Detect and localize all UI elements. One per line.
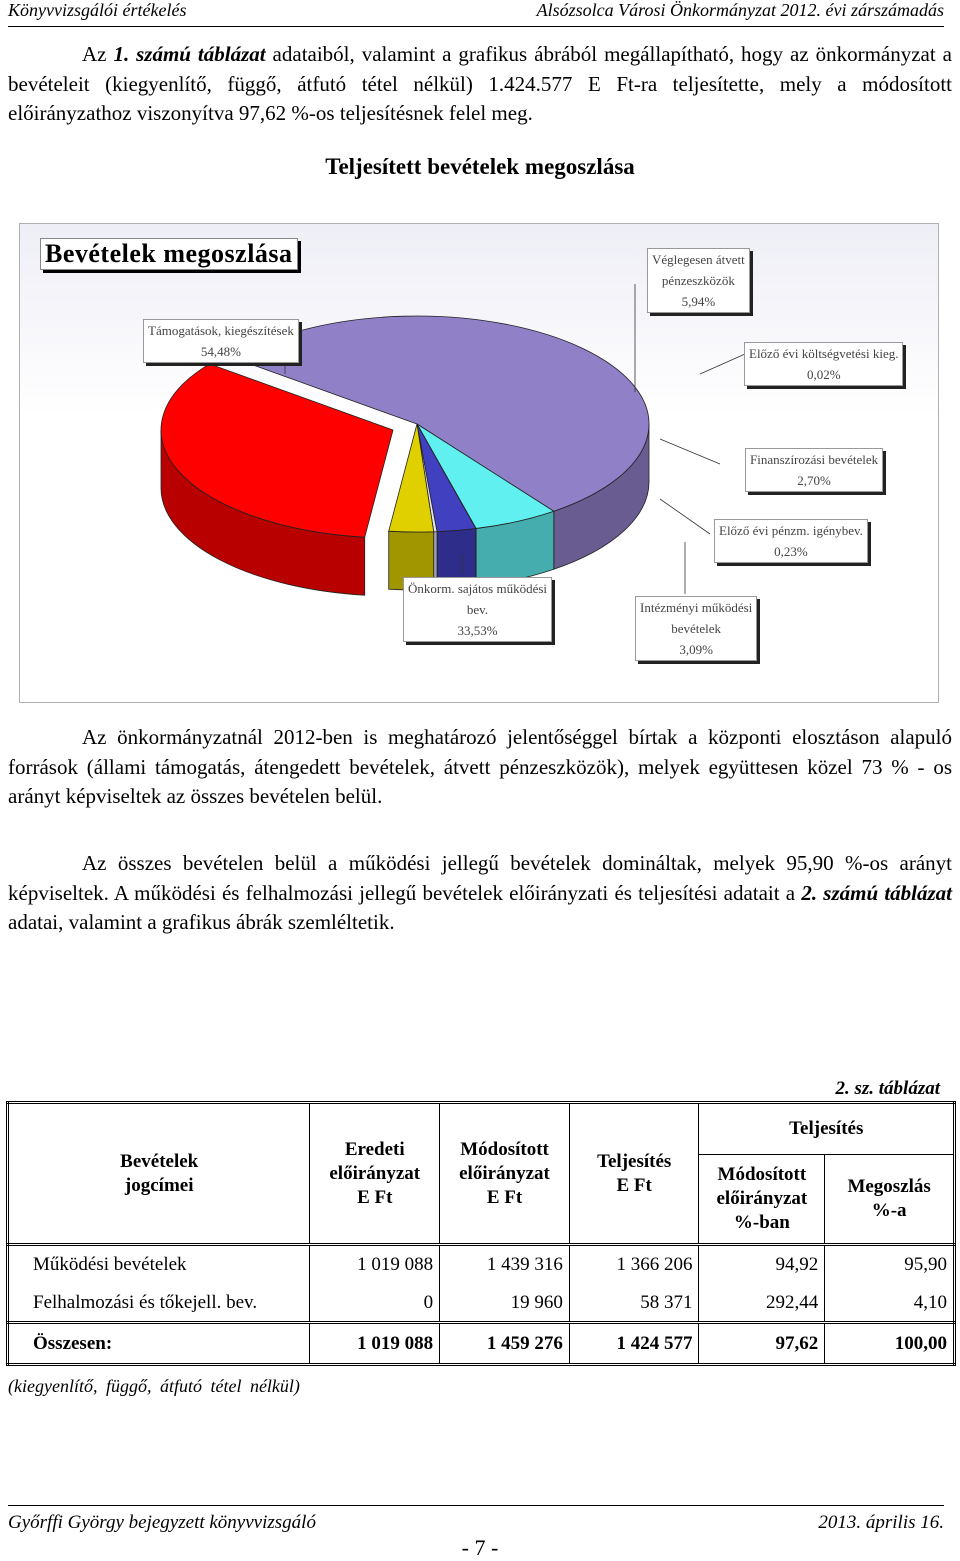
header-jogcim: Bevételek jogcímei <box>8 1103 310 1245</box>
paragraph-2: Az önkormányzatnál 2012-ben is meghatározó jelentőséggel bírtak a központi elosztáson alapuló források (állami támogatás, átengedett bevételek, átvett pénzeszközök), melyek együttesen közel 73 % - os arányt képviseltek az összes bevételen belül. <box>8 723 952 812</box>
label-onkorm-sajatos: Önkorm. sajátos működési bev. 33,53% <box>403 577 552 642</box>
table-row: Felhalmozási és tőkejell. bev. 0 19 960 58 371 292,44 4,10 <box>8 1285 955 1323</box>
table2-caption: 2. sz. táblázat <box>835 1078 940 1100</box>
page-footer <box>8 1505 944 1534</box>
header-modositott: Módosított előirányzat E Ft <box>440 1103 570 1245</box>
table-note: (kiegyenlítő, függő, átfutó tétel nélkül) <box>8 1376 300 1397</box>
label-intezmenyi: Intézményi működési bevételek 3,09% <box>635 596 757 661</box>
table-total-row: Összesen: 1 019 088 1 459 276 1 424 577 97,62 100,00 <box>8 1323 955 1365</box>
label-elozo-penzm: Előző évi pénzm. igénybev. 0,23% <box>714 519 868 563</box>
header-teljesites-group: Teljesítés <box>699 1103 955 1155</box>
intro-text-2: adataiból, valamint a grafikus ábrából megállapítható, hogy az önkormányzat a bevételeit (kiegyenlítő, függő, átfutó tétel nélkül) 1.424.577 E Ft-ra teljesítette, mely a módosított előirányzathoz viszonyítva 97,62 %-os teljesítésnek felel meg. <box>8 42 952 125</box>
header-megoszlas: Megoszlás %-a <box>825 1155 955 1245</box>
header-eredeti: Eredeti előirányzat E Ft <box>310 1103 440 1245</box>
intro-text-1: Az <box>82 42 113 66</box>
paragraph-3: Az összes bevételen belül a működési jellegű bevételek domináltak, melyek 95,90 %-os arányt képviseltek. A működési és felhalmozási jellegű bevételek előirányzati és teljesítési adatait a 2. számú táblázat adatai, valamint a grafikus ábrák szemléltetik. <box>8 849 952 938</box>
label-elozo-koltsegvetesi: Előző évi költségvetési kieg. 0,02% <box>744 342 903 386</box>
leader-line-2 <box>700 354 745 374</box>
label-tamogatasok: Támogatások, kiegészítések 54,48% <box>143 319 299 363</box>
header-left: Könyvvizsgálói értékelés <box>8 0 186 21</box>
intro-paragraph <box>8 40 952 129</box>
footer-author: Győrffi György bejegyzett könyvvizsgáló <box>8 1512 316 1534</box>
table-row: Működési bevételek 1 019 088 1 439 316 1 366 206 94,92 95,90 <box>8 1245 955 1285</box>
table2-ref: 2. számú táblázat <box>801 881 952 905</box>
pie-chart-frame <box>19 223 939 703</box>
header-right: Alsózsolca Városi Önkormányzat 2012. évi zárszámadás <box>537 0 944 21</box>
intro-table-ref: 1. számú táblázat <box>113 42 265 66</box>
label-veglegesen: Véglegesen átvett pénzeszközök 5,94% <box>647 248 750 313</box>
leader-line-3 <box>660 439 720 464</box>
page-number: - 7 - <box>0 1535 960 1561</box>
leader-line-4 <box>660 499 710 534</box>
footer-date: 2013. április 16. <box>818 1512 944 1534</box>
header-teljesites: Teljesítés E Ft <box>569 1103 699 1245</box>
label-finanszirozasi: Finanszírozási bevételek 2,70% <box>745 448 883 492</box>
chart-title: Bevételek megoszlása <box>40 238 298 270</box>
chart-heading: Teljesített bevételek megoszlása <box>0 154 960 180</box>
table-header-row-1 <box>8 1103 955 1155</box>
table-2 <box>6 1101 956 1366</box>
header-mod-pct: Módosított előirányzat %-ban <box>699 1155 825 1245</box>
page-header <box>8 0 944 27</box>
